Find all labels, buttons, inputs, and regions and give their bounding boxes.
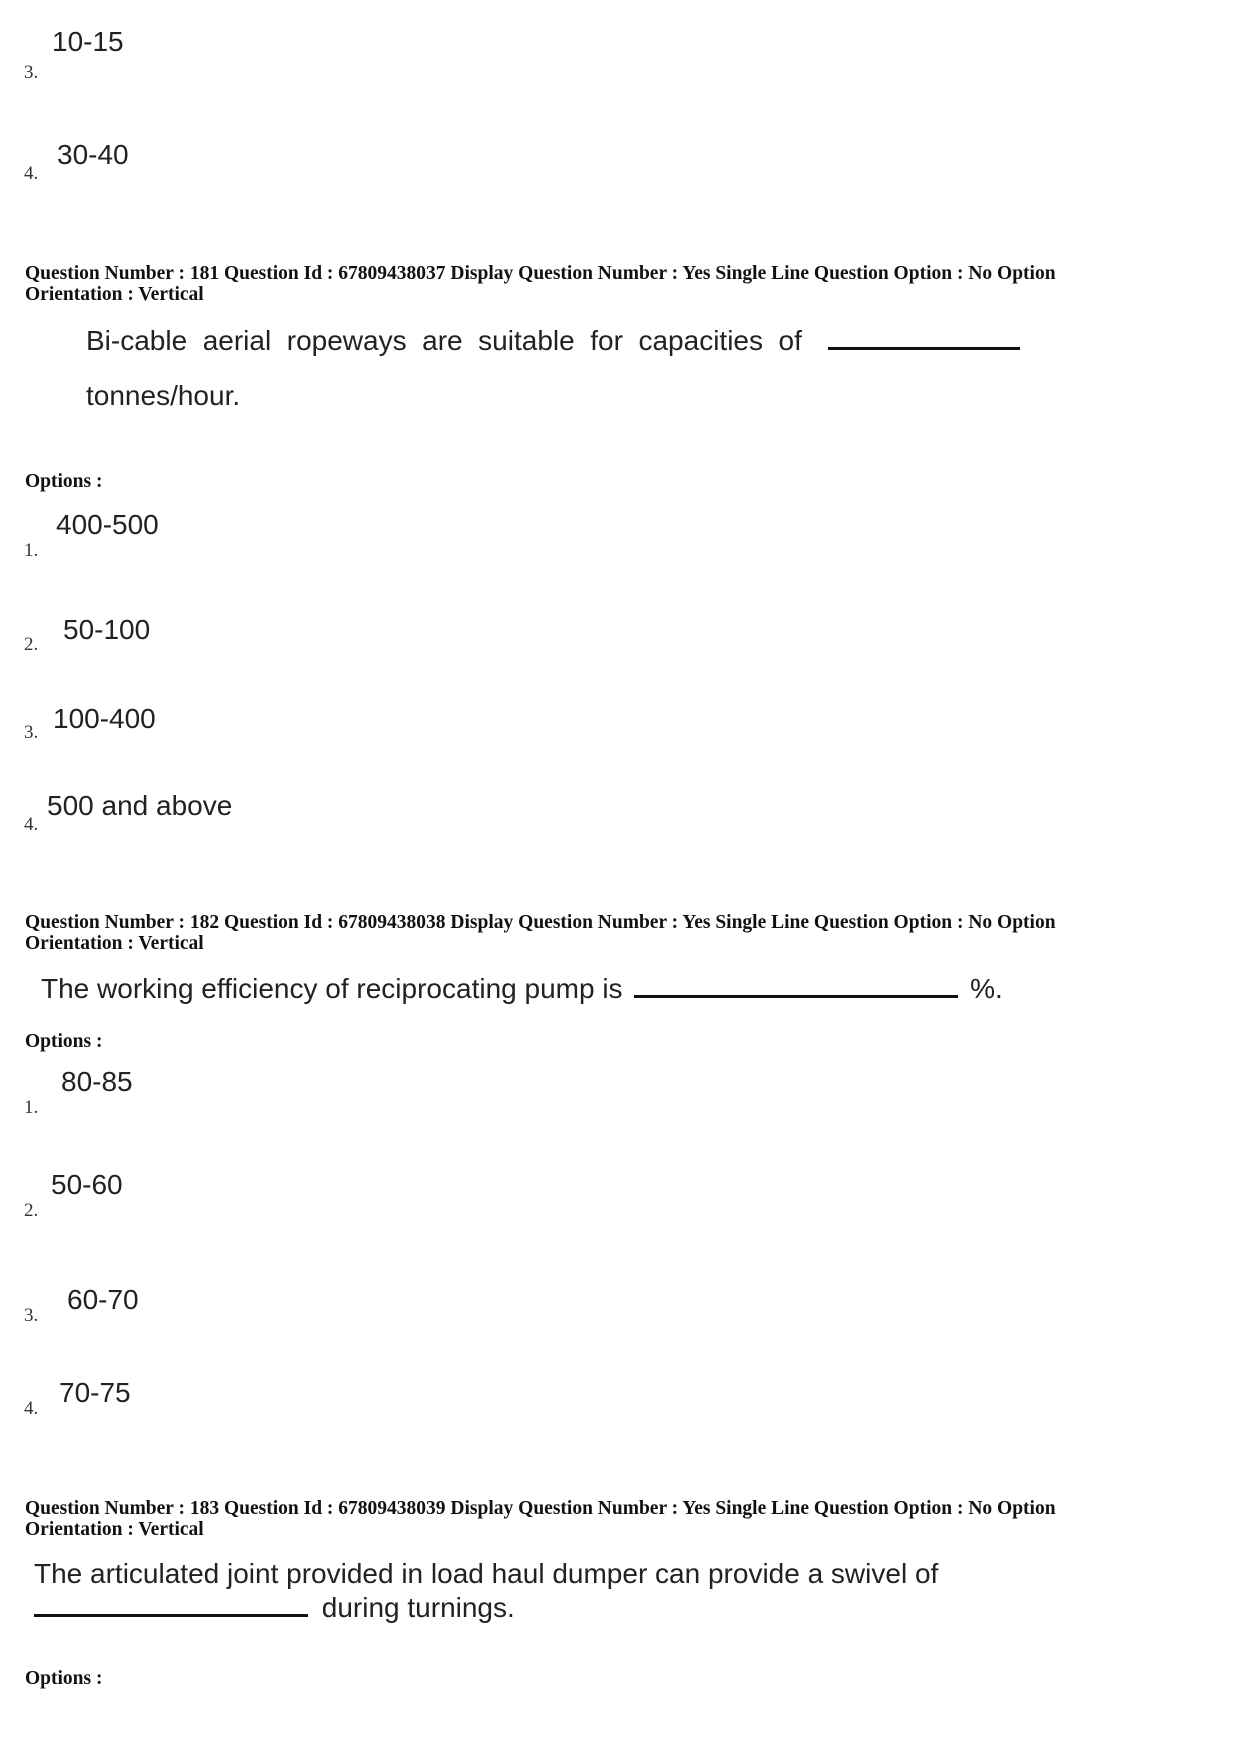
question-header-line: Question Number : 181 Question Id : 67809438037 Display Question Number : Yes Single Line Question Option : No Option — [25, 263, 1056, 284]
option-text: 400-500 — [56, 509, 159, 540]
question-text-line — [41, 973, 1003, 1005]
question-header — [25, 912, 1185, 954]
question-text-line — [34, 1592, 515, 1624]
option-text: 50-60 — [51, 1169, 123, 1200]
option-number: 3. — [24, 62, 39, 83]
option-number: 4. — [24, 814, 39, 835]
question-text: tonnes/hour. — [86, 380, 241, 411]
question-header-line: Orientation : Vertical — [25, 933, 204, 954]
option-number: 2. — [24, 634, 39, 655]
answer-blank — [634, 995, 958, 998]
question-text-line — [86, 325, 1020, 357]
option-number: 4. — [24, 163, 39, 184]
options-label: Options : — [25, 471, 103, 492]
option-text: 30-40 — [57, 139, 129, 170]
option-number: 1. — [24, 540, 39, 561]
option-text: 500 and above — [47, 790, 233, 821]
option-text: 80-85 — [61, 1066, 133, 1097]
answer-blank — [828, 347, 1020, 350]
question-header — [25, 263, 1185, 305]
option-number: 3. — [24, 722, 39, 743]
answer-blank — [34, 1614, 308, 1617]
question-header-line: Orientation : Vertical — [25, 1519, 204, 1540]
question-text: %. — [970, 973, 1003, 1004]
option-number: 3. — [24, 1305, 39, 1326]
options-label: Options : — [25, 1668, 103, 1689]
question-header-line: Orientation : Vertical — [25, 284, 204, 305]
option-number: 1. — [24, 1097, 39, 1118]
question-header — [25, 1498, 1185, 1540]
option-text: 70-75 — [59, 1377, 131, 1408]
question-text: during turnings. — [321, 1592, 515, 1623]
option-number: 2. — [24, 1200, 39, 1221]
options-label: Options : — [25, 1031, 103, 1052]
question-header-line: Question Number : 182 Question Id : 67809438038 Display Question Number : Yes Single Line Question Option : No Option — [25, 912, 1056, 933]
option-number: 4. — [24, 1398, 39, 1419]
option-text: 60-70 — [67, 1284, 139, 1315]
option-text: 100-400 — [53, 703, 156, 734]
question-text: The articulated joint provided in load haul dumper can provide a swivel of — [34, 1558, 939, 1589]
question-text: The working efficiency of reciprocating pump is — [41, 973, 623, 1004]
option-text: 50-100 — [63, 614, 151, 645]
option-text: 10-15 — [52, 26, 124, 57]
question-text: Bi-cable aerial ropeways are suitable for capacities of — [86, 325, 802, 356]
question-header-line: Question Number : 183 Question Id : 67809438039 Display Question Number : Yes Single Line Question Option : No Option — [25, 1498, 1056, 1519]
